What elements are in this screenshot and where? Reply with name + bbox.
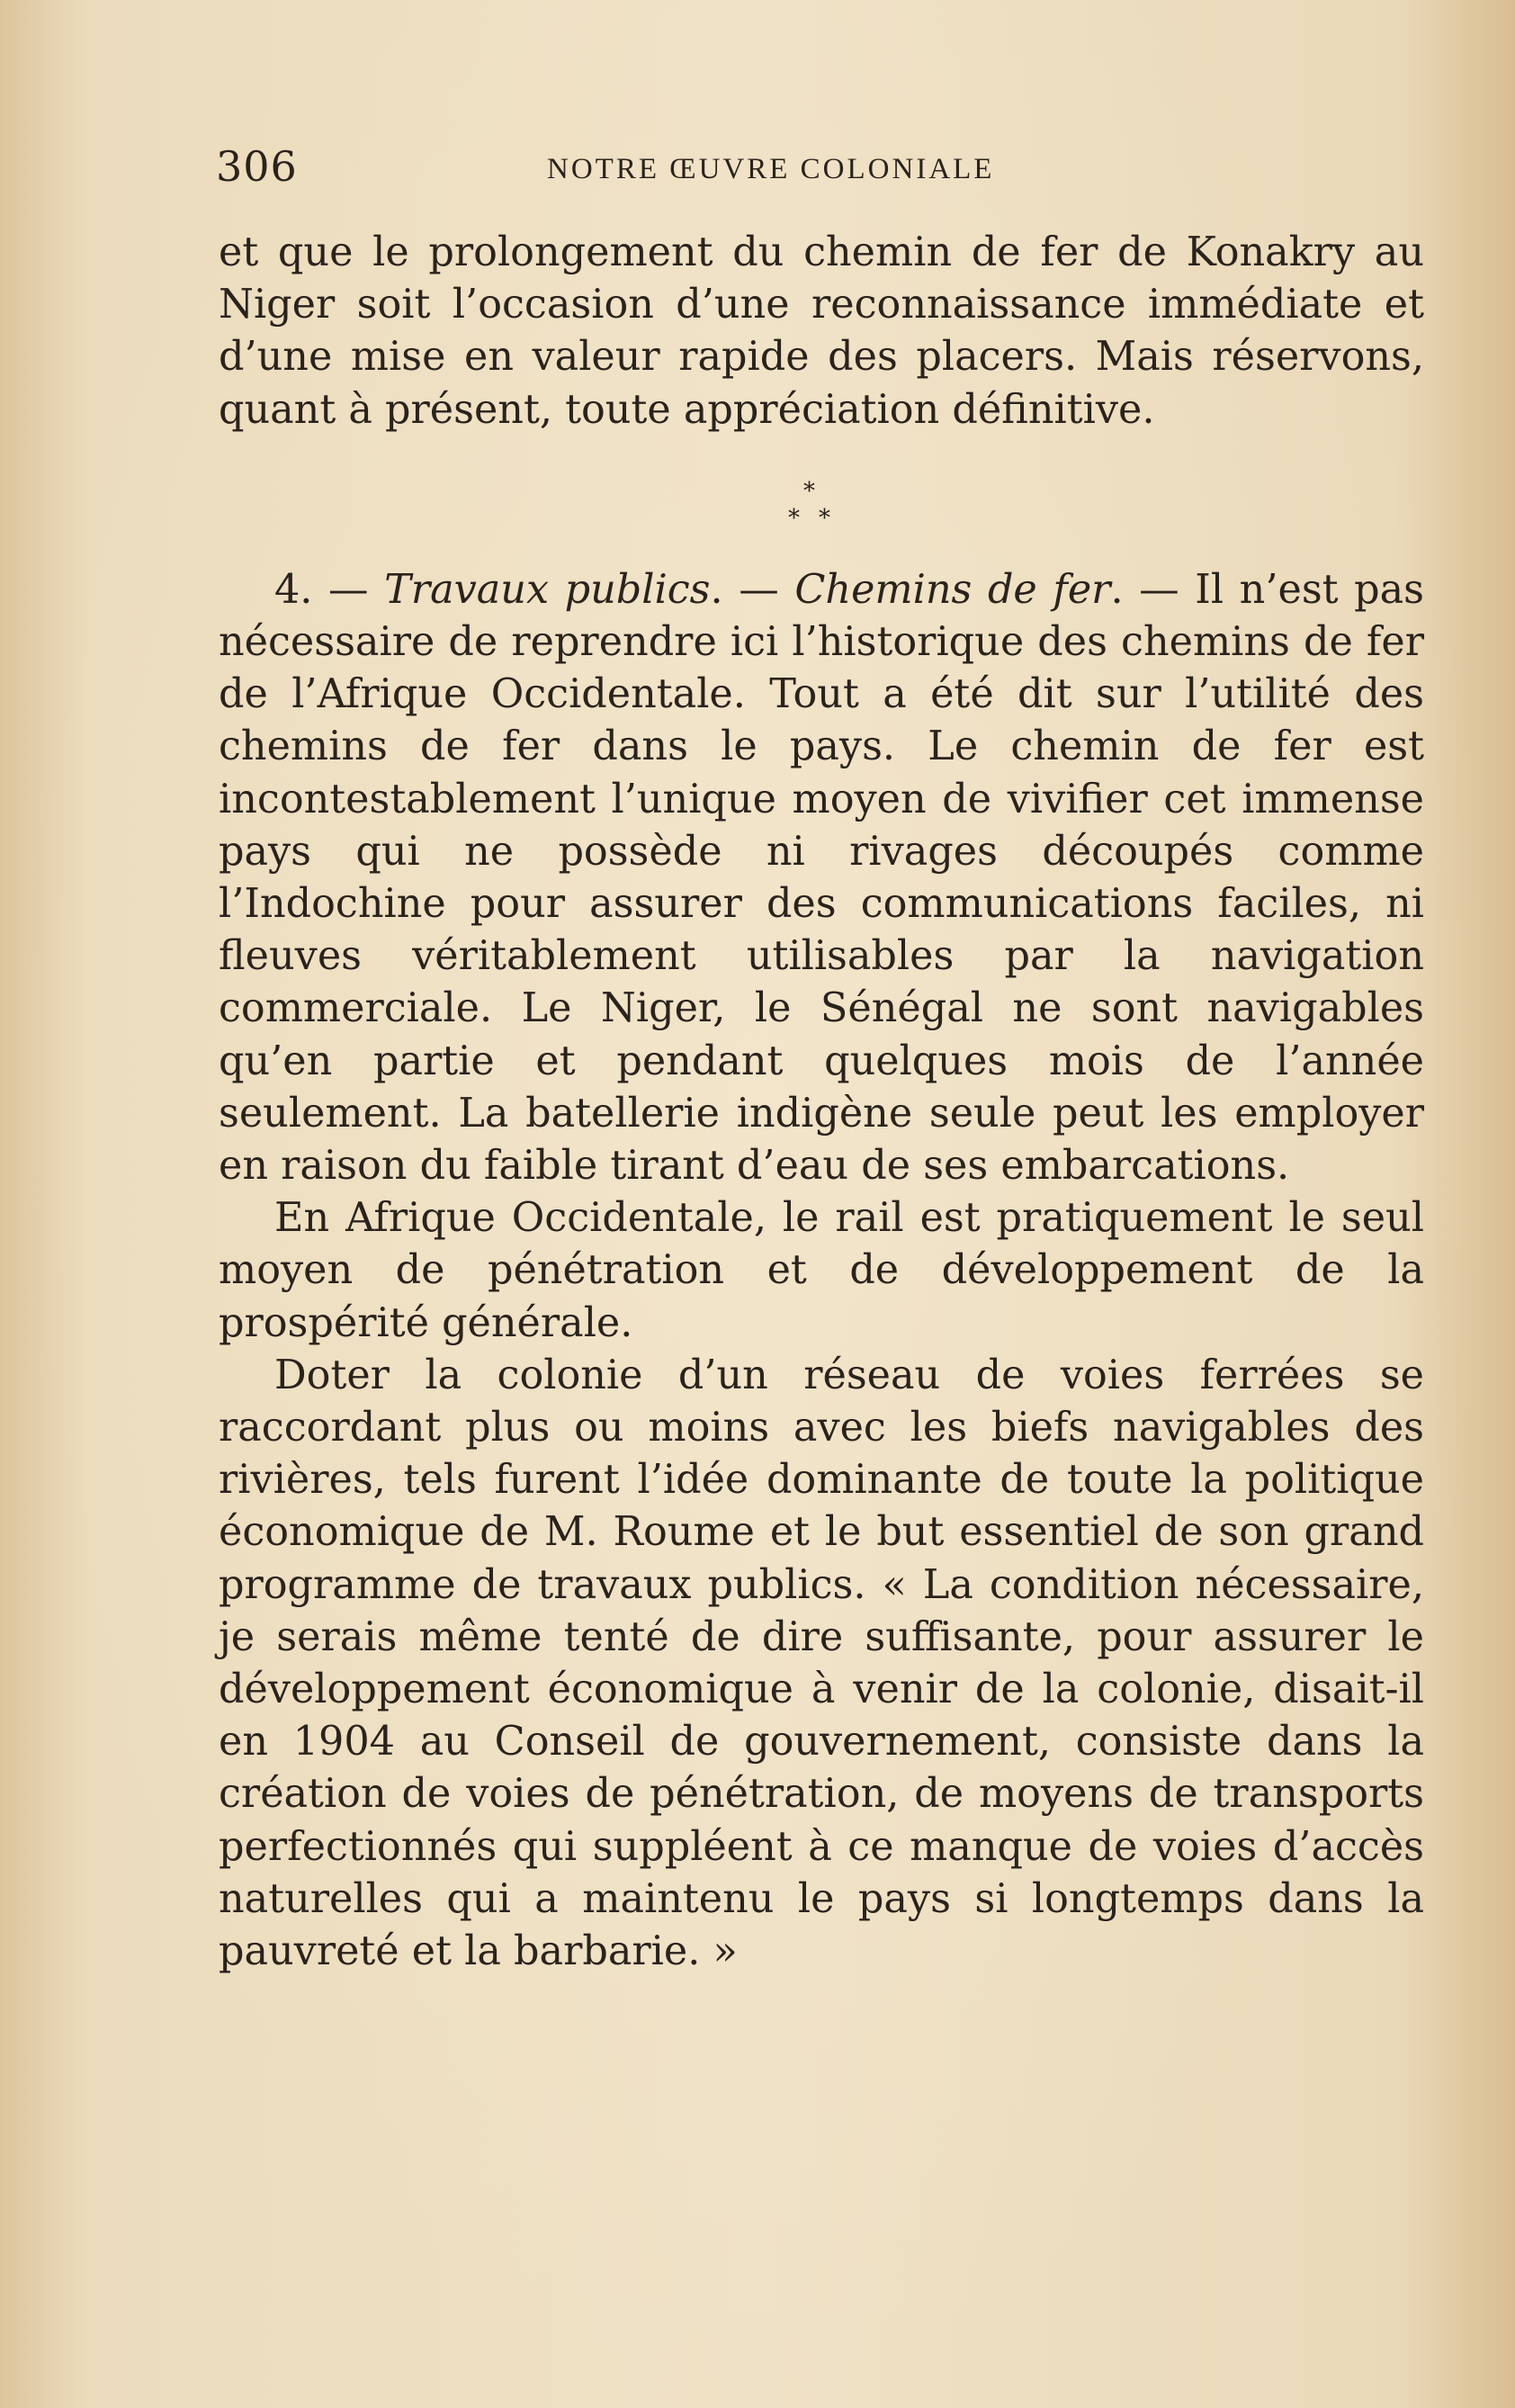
asterism-star: *: [803, 477, 815, 505]
running-title: NOTRE ŒUVRE COLONIALE: [547, 153, 995, 185]
section-text: Il n’est pas nécessaire de reprendre ici l’historique des chemins de fer de l’Afrique Occidentale. Tout a été dit sur l’utilité des chemins de fer dans le pays. Le chemin de fer est incontestablement l’unique moyen de vivifier cet immense pays qui ne possède ni rivages découpés comme l’Indochine pour assurer des communications faciles, ni fleuves véritablement utilisables par la navigation commerciale. Le Niger, le Sénégal ne sont navigables qu’en partie et pendant quelques mois de l’année seulement. La batellerie indigène seule peut les employer en raison du faible tirant d’eau de ses embarcations.: [219, 566, 1424, 1190]
asterism-star: *: [819, 504, 830, 532]
asterism-divider: [219, 474, 1424, 537]
asterism-star: *: [788, 504, 800, 532]
section-title-travaux: Travaux publics: [384, 566, 711, 613]
section-paragraph: [219, 564, 1424, 1192]
body-text: [219, 227, 1424, 1978]
paragraph-rail: En Afrique Occidentale, le rail est pratiquement le seul moyen de pénétration et de développement de la prospérité générale.: [219, 1195, 1424, 1346]
page-header: [216, 135, 1435, 198]
section-separator: . —: [710, 566, 795, 613]
paragraph-roume: Doter la colonie d’un réseau de voies ferrées se raccordant plus ou moins avec les biefs navigables des rivières, tels furent l’idée dominante de toute la politique économique de M. Roume et le but essentiel de son grand programme de travaux publics. « La condition nécessaire, je serais même tenté de dire suffisante, pour assurer le développement économique à venir de la colonie, disait-il en 1904 au Conseil de gouvernement, consiste dans la création de voies de pénétration, de moyens de transports perfectionnés qui suppléent à ce manque de voies d’accès naturelles qui a maintenu le pays si longtemps dans la pauvreté et la barbarie. »: [219, 1352, 1424, 1975]
section-title-chemins: Chemins de fer: [794, 566, 1111, 613]
section-separator: . —: [1110, 566, 1196, 613]
section-number: 4. —: [274, 566, 385, 613]
page-number: 306: [216, 142, 298, 191]
paragraph-continued: et que le prolongement du chemin de fer de Konakry au Niger soit l’occasion d’une reconnaissance immédiate et d’une mise en valeur rapide des placers. Mais réservons, quant à présent, toute appréciation définitive.: [219, 229, 1424, 433]
